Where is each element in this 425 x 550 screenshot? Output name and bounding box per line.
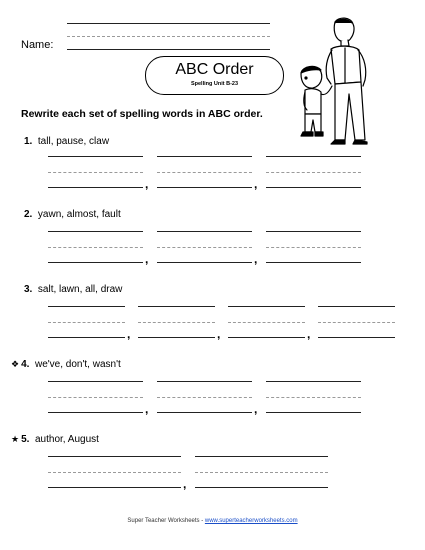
q1-answer-3-line[interactable] — [266, 187, 361, 188]
question-1 — [22, 136, 109, 147]
q1-comma-2: , — [254, 177, 258, 191]
q5-answer-1-line[interactable] — [48, 487, 181, 488]
question-3 — [22, 284, 122, 295]
q4-answer-3-line[interactable] — [266, 412, 361, 413]
worksheet-subtitle: Spelling Unit B-23 — [190, 81, 239, 87]
q3-answer-4-top — [318, 306, 395, 307]
q3-answer-3-line[interactable] — [228, 337, 305, 338]
q4-answer-2-top — [157, 381, 252, 382]
question-4-number: 4. — [21, 359, 30, 370]
q4-comma-1: , — [145, 402, 149, 416]
q2-answer-1-top — [48, 231, 143, 232]
question-5-number: 5. — [21, 434, 30, 445]
question-5-symbol: ★ — [11, 434, 20, 444]
q3-comma-3: , — [307, 327, 311, 341]
q3-comma-1: , — [127, 327, 131, 341]
q1-answer-1-mid — [48, 172, 143, 173]
name-top-line — [67, 23, 270, 24]
question-4 — [11, 359, 121, 370]
q1-answer-3-top — [266, 156, 361, 157]
q2-answer-2-mid — [157, 247, 252, 248]
q1-answer-2-line[interactable] — [157, 187, 252, 188]
q4-answer-1-top — [48, 381, 143, 382]
q2-answer-1-line[interactable] — [48, 262, 143, 263]
q3-answer-2-mid — [138, 322, 215, 323]
q2-comma-1: , — [145, 252, 149, 266]
q3-answer-4-line[interactable] — [318, 337, 395, 338]
q2-answer-3-mid — [266, 247, 361, 248]
q3-answer-3-mid — [228, 322, 305, 323]
q4-answer-1-mid — [48, 397, 143, 398]
title-box — [145, 56, 284, 95]
q1-answer-1-top — [48, 156, 143, 157]
question-4-words: we've, don't, wasn't — [34, 359, 121, 370]
q1-answer-2-mid — [157, 172, 252, 173]
q5-answer-1-top — [48, 456, 181, 457]
footer — [0, 518, 425, 524]
q3-answer-4-mid — [318, 322, 395, 323]
q5-answer-2-line[interactable] — [195, 487, 328, 488]
question-2 — [22, 209, 121, 220]
q4-answer-3-top — [266, 381, 361, 382]
question-2-words: yawn, almost, fault — [37, 209, 121, 220]
q2-answer-2-top — [157, 231, 252, 232]
q2-answer-3-line[interactable] — [266, 262, 361, 263]
question-5-words: author, August — [34, 434, 99, 445]
father-and-son-illustration — [295, 14, 375, 146]
question-2-number: 2. — [24, 209, 33, 220]
name-input-line[interactable] — [67, 49, 270, 50]
name-label: Name: — [21, 39, 54, 51]
q1-answer-1-line[interactable] — [48, 187, 143, 188]
q1-comma-1: , — [145, 177, 149, 191]
q3-answer-1-mid — [48, 322, 125, 323]
question-3-number: 3. — [24, 284, 33, 295]
question-5 — [11, 434, 99, 445]
q1-answer-3-mid — [266, 172, 361, 173]
q3-comma-2: , — [217, 327, 221, 341]
q5-comma-1: , — [183, 477, 187, 491]
q4-answer-1-line[interactable] — [48, 412, 143, 413]
question-1-number: 1. — [24, 136, 33, 147]
name-middle-dashed-line — [67, 36, 270, 37]
q4-comma-2: , — [254, 402, 258, 416]
q1-answer-2-top — [157, 156, 252, 157]
footer-text: Super Teacher Worksheets - — [127, 518, 205, 524]
q3-answer-2-top — [138, 306, 215, 307]
worksheet-title: ABC Order — [175, 61, 254, 78]
q3-answer-2-line[interactable] — [138, 337, 215, 338]
q3-answer-1-line[interactable] — [48, 337, 125, 338]
q3-answer-3-top — [228, 306, 305, 307]
q4-answer-2-line[interactable] — [157, 412, 252, 413]
q4-answer-3-mid — [266, 397, 361, 398]
q5-answer-1-mid — [48, 472, 181, 473]
q2-answer-1-mid — [48, 247, 143, 248]
question-3-words: salt, lawn, all, draw — [37, 284, 123, 295]
footer-link[interactable]: www.superteacherworksheets.com — [204, 518, 298, 524]
q2-answer-3-top — [266, 231, 361, 232]
question-1-words: tall, pause, claw — [37, 136, 110, 147]
q2-answer-2-line[interactable] — [157, 262, 252, 263]
q2-comma-2: , — [254, 252, 258, 266]
q5-answer-2-top — [195, 456, 328, 457]
instructions: Rewrite each set of spelling words in ABC order. — [21, 108, 263, 120]
q3-answer-1-top — [48, 306, 125, 307]
q5-answer-2-mid — [195, 472, 328, 473]
q4-answer-2-mid — [157, 397, 252, 398]
question-4-symbol: ❖ — [11, 359, 20, 369]
